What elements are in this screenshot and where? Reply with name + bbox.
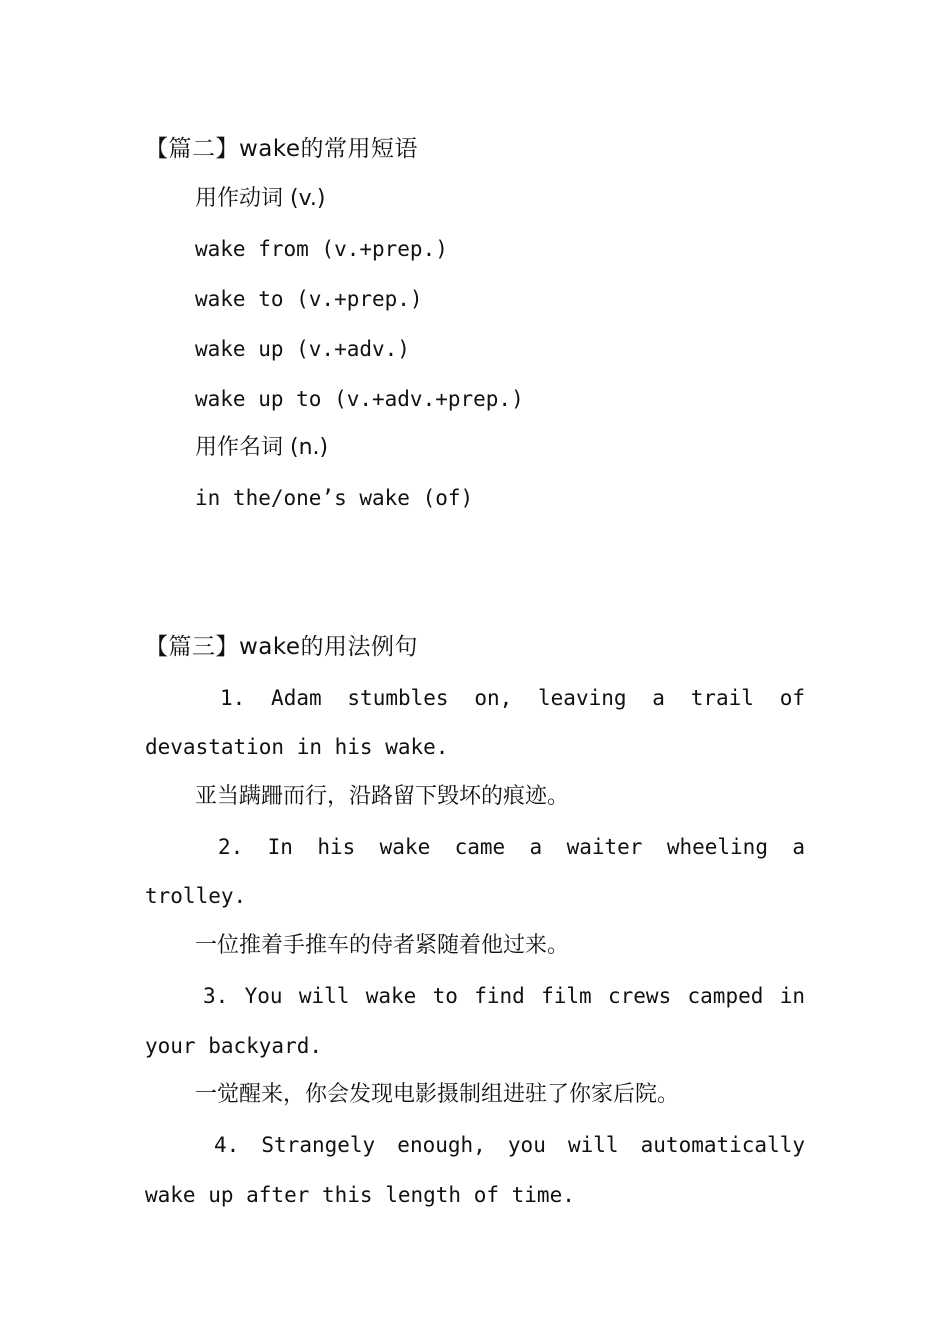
example-4-en-line2: wake up after this length of time. (145, 1183, 575, 1207)
phrase-verb-label: 用作动词 (v.) (195, 186, 326, 211)
example-3-en-line2: your backyard. (145, 1034, 323, 1058)
example-2-en-line1: 2. In his wake came a waiter wheeling a (218, 835, 805, 859)
phrase-item: wake from (v.+prep.) (195, 237, 448, 261)
example-1-en-line1: 1. Adam stumbles on, leaving a trail of (220, 686, 805, 710)
example-1-zh: 亚当蹒跚而行，沿路留下毁坏的痕迹。 (195, 784, 570, 809)
phrase-item: in the/one’s wake (of) (195, 486, 474, 510)
example-3-zh: 一觉醒来，你会发现电影摄制组进驻了你家后院。 (195, 1082, 680, 1107)
example-4-en-line1: 4. Strangely enough, you will automatically (214, 1133, 805, 1157)
example-1-en-line2: devastation in his wake. (145, 735, 449, 759)
phrase-item: wake up (v.+adv.) (195, 337, 410, 361)
phrase-item: wake up to (v.+adv.+prep.) (195, 387, 524, 411)
phrase-noun-label: 用作名词 (n.) (195, 435, 329, 460)
section3-heading: 【篇三】wake的用法例句 (145, 634, 419, 660)
example-2-en-line2: trolley. (145, 884, 247, 908)
phrase-item: wake to (v.+prep.) (195, 287, 423, 311)
example-2-zh: 一位推着手推车的侍者紧随着他过来。 (195, 933, 570, 958)
section2-heading: 【篇二】wake的常用短语 (145, 136, 419, 162)
example-3-en-line1: 3. You will wake to find film crews camped in (203, 984, 805, 1008)
